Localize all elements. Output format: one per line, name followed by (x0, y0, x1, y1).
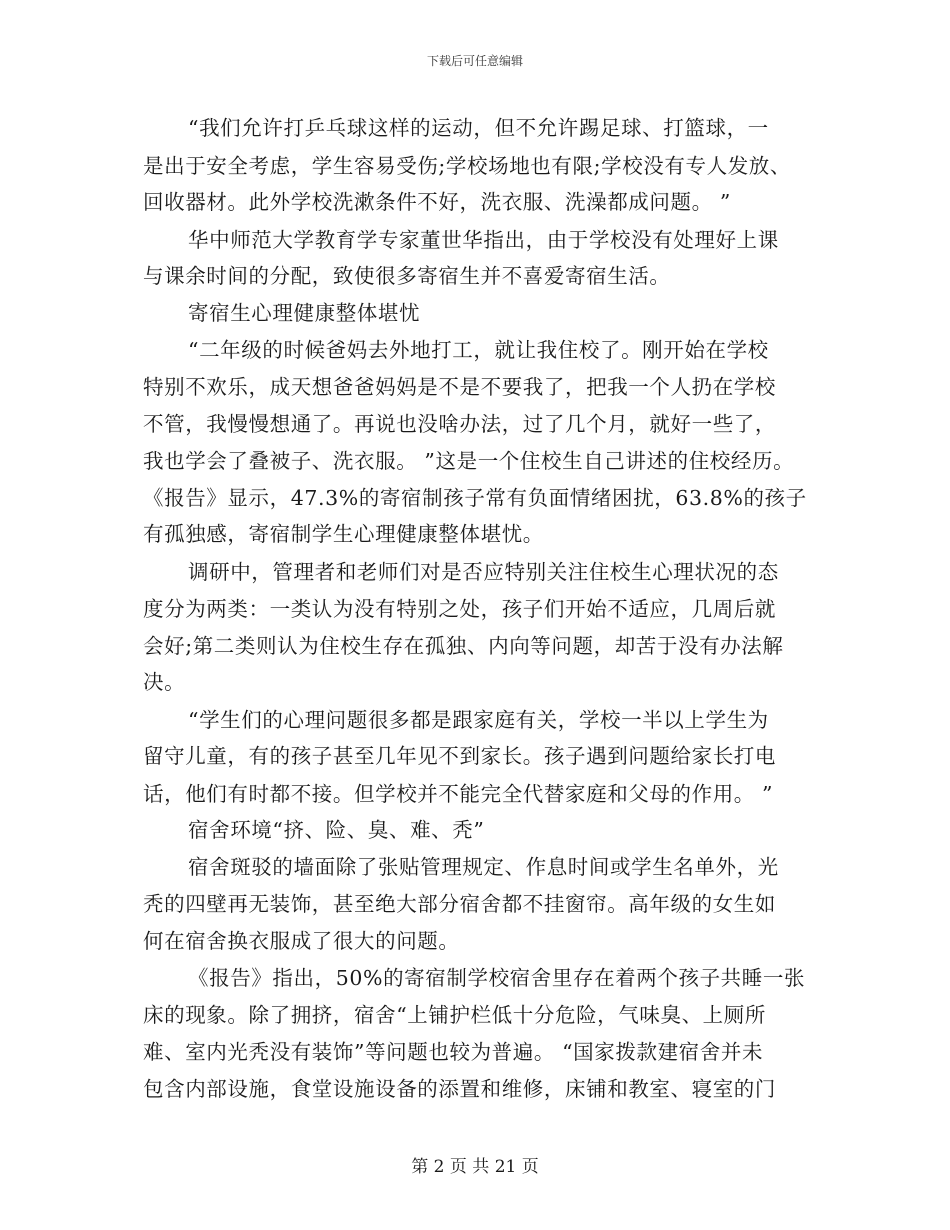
text-line: 回收器材。此外学校洗漱条件不好，洗衣服、洗澡都成问题。 ” (143, 190, 731, 214)
text-line: 包含内部设施，食堂设施设备的添置和维修，床铺和教室、寝室的门 (143, 1077, 776, 1101)
text-line: 会好;第二类则认为住校生存在孤独、内向等问题，却苦于没有办法解 (143, 634, 784, 658)
page-header: 下载后可任意编辑 (426, 54, 523, 68)
page-footer: 第 2 页 共 21 页 (411, 1157, 539, 1177)
text-line: “我们允许打乒乓球这样的运动，但不允许踢足球、打篮球，一 (188, 116, 769, 140)
text-line: 床的现象。除了拥挤，宿舍“上铺护栏低十分危险，气味臭、上厕所 (143, 1003, 766, 1027)
text-line: 度分为两类：一类认为没有特别之处，孩子们开始不适应，几周后就 (143, 597, 776, 621)
text-line: 宿舍斑驳的墙面除了张贴管理规定、作息时间或学生名单外，光 (188, 855, 779, 879)
text-line: 何在宿舍换衣服成了很大的问题。 (143, 929, 460, 953)
text-line: 《报告》指出，50%的寄宿制学校宿舍里存在着两个孩子共睡一张 (188, 966, 806, 990)
text-line: “学生们的心理问题很多都是跟家庭有关，学校一半以上学生为 (188, 708, 769, 732)
text-line: 华中师范大学教育学专家董世华指出，由于学校没有处理好上课 (188, 228, 779, 252)
text-line: 难、室内光秃没有装饰”等问题也较为普遍。 “国家拨款建宿舍并未 (143, 1040, 764, 1064)
text-line: 决。 (143, 670, 186, 694)
text-line: 话，他们有时都不接。但学校并不能完全代替家庭和父母的作用。 ” (143, 782, 774, 806)
text-line: “二年级的时候爸妈去外地打工，就让我住校了。刚开始在学校 (188, 338, 769, 362)
text-line: 与课余时间的分配，致使很多寄宿生并不喜爱寄宿生活。 (143, 264, 671, 288)
text-line: 留守儿童，有的孩子甚至几年见不到家长。孩子遇到问题给家长打电 (143, 744, 776, 768)
text-line: 我也学会了叠被子、洗衣服。 ”这是一个住校生自己讲述的住校经历。 (143, 449, 795, 473)
section-heading: 寄宿生心理健康整体堪忧 (188, 301, 421, 325)
text-line: 特别不欢乐，成天想爸爸妈妈是不是不要我了，把我一个人扔在学校 (143, 375, 776, 399)
text-line: 是出于安全考虑，学生容易受伤;学校场地也有限;学校没有专人发放、 (143, 154, 792, 178)
text-line: 有孤独感，寄宿制学生心理健康整体堪忧。 (143, 522, 544, 546)
section-heading: 宿舍环境“挤、险、臭、难、秃” (188, 818, 485, 842)
text-line: 《报告》显示，47.3%的寄宿制孩子常有负面情绪困扰，63.8%的孩子 (143, 486, 807, 510)
text-line: 调研中，管理者和老师们对是否应特别关注住校生心理状况的态 (188, 560, 779, 584)
text-line: 秃的四壁再无装饰，甚至绝大部分宿舍都不挂窗帘。高年级的女生如 (143, 892, 776, 916)
text-line: 不管，我慢慢想通了。再说也没啥办法，过了几个月，就好一些了， (143, 412, 776, 436)
